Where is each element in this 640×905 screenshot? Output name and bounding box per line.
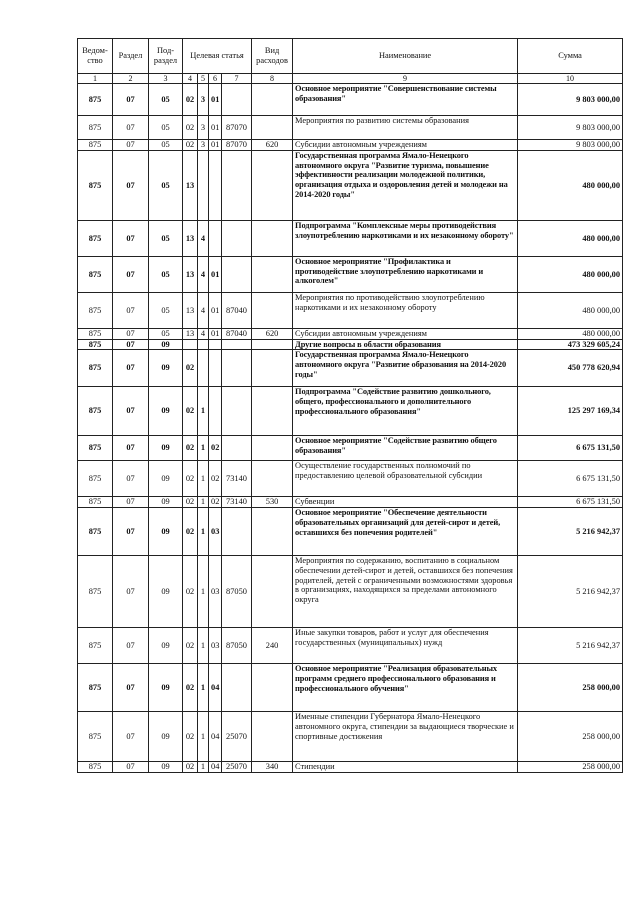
cell-razdel: 07 xyxy=(113,436,149,461)
cell-vedomstvo: 875 xyxy=(78,293,113,329)
cell-expense-type: 530 xyxy=(252,497,293,508)
cell-sum: 9 803 000,00 xyxy=(518,84,623,116)
cell-podrazdel: 09 xyxy=(149,712,183,762)
cell-program: 02 xyxy=(183,84,198,116)
cell-vedomstvo: 875 xyxy=(78,436,113,461)
table-row xyxy=(78,628,623,664)
cell-expense-type xyxy=(252,116,293,140)
cell-podrazdel: 05 xyxy=(149,151,183,221)
cell-razdel: 07 xyxy=(113,350,149,387)
cell-name: Основное мероприятие "Реализация образовательных программ среднего профессионального образования и профессионального обучения" xyxy=(293,664,518,712)
cell-vedomstvo: 875 xyxy=(78,712,113,762)
header-vedomstvo: Ведом-ство xyxy=(78,39,113,74)
cell-subprogram: 1 xyxy=(198,461,209,497)
cell-program: 13 xyxy=(183,257,198,293)
table-row xyxy=(78,387,623,436)
cell-expense-type xyxy=(252,387,293,436)
cell-subprogram xyxy=(198,151,209,221)
table-row xyxy=(78,140,623,151)
cell-podrazdel: 05 xyxy=(149,293,183,329)
cell-subprogram: 1 xyxy=(198,712,209,762)
table-row xyxy=(78,329,623,340)
cell-program: 02 xyxy=(183,762,198,773)
column-number: 3 xyxy=(149,74,183,84)
cell-program: 02 xyxy=(183,461,198,497)
cell-direction xyxy=(222,508,252,556)
cell-subprogram: 1 xyxy=(198,628,209,664)
cell-subprogram: 4 xyxy=(198,329,209,340)
cell-vedomstvo: 875 xyxy=(78,84,113,116)
cell-vedomstvo: 875 xyxy=(78,497,113,508)
cell-razdel: 07 xyxy=(113,140,149,151)
header-podrazdel: Под-раздел xyxy=(149,39,183,74)
cell-expense-type: 240 xyxy=(252,628,293,664)
cell-name: Стипендии xyxy=(293,762,518,773)
cell-program: 13 xyxy=(183,151,198,221)
cell-razdel: 07 xyxy=(113,556,149,628)
cell-podrazdel: 09 xyxy=(149,387,183,436)
cell-razdel: 07 xyxy=(113,84,149,116)
cell-direction xyxy=(222,257,252,293)
column-number: 5 xyxy=(198,74,209,84)
cell-razdel: 07 xyxy=(113,221,149,257)
cell-razdel: 07 xyxy=(113,387,149,436)
cell-subprogram: 1 xyxy=(198,387,209,436)
cell-event xyxy=(209,350,222,387)
table-row xyxy=(78,257,623,293)
cell-podrazdel: 09 xyxy=(149,350,183,387)
header-sum: Сумма xyxy=(518,39,623,74)
cell-event xyxy=(209,339,222,350)
cell-event xyxy=(209,151,222,221)
cell-subprogram: 3 xyxy=(198,116,209,140)
cell-sum: 6 675 131,50 xyxy=(518,497,623,508)
column-number-row xyxy=(78,74,623,84)
cell-name: Субвенции xyxy=(293,497,518,508)
header-target-article: Целевая статья xyxy=(183,39,252,74)
cell-sum: 5 216 942,37 xyxy=(518,508,623,556)
cell-program: 02 xyxy=(183,664,198,712)
cell-event: 03 xyxy=(209,508,222,556)
cell-program xyxy=(183,339,198,350)
cell-sum: 6 675 131,50 xyxy=(518,461,623,497)
cell-name: Основное мероприятие "Обеспечение деятельности образовательных организаций для детей-сирот и детей, оставшихся без попечения родителей" xyxy=(293,508,518,556)
cell-subprogram: 3 xyxy=(198,140,209,151)
cell-sum: 125 297 169,34 xyxy=(518,387,623,436)
table-row xyxy=(78,350,623,387)
cell-name: Основное мероприятие "Профилактика и противодействие злоупотреблению наркотиками и алкоголем" xyxy=(293,257,518,293)
cell-event: 02 xyxy=(209,436,222,461)
cell-subprogram xyxy=(198,339,209,350)
cell-expense-type xyxy=(252,508,293,556)
column-number: 6 xyxy=(209,74,222,84)
cell-podrazdel: 09 xyxy=(149,556,183,628)
cell-event: 04 xyxy=(209,664,222,712)
cell-razdel: 07 xyxy=(113,257,149,293)
header-expense-type: Вид расходов xyxy=(252,39,293,74)
cell-event: 01 xyxy=(209,116,222,140)
cell-podrazdel: 09 xyxy=(149,508,183,556)
cell-name: Осуществление государственных полномочий по предоставлению целевой образовательной субсидии xyxy=(293,461,518,497)
cell-razdel: 07 xyxy=(113,497,149,508)
cell-event: 01 xyxy=(209,329,222,340)
cell-sum: 9 803 000,00 xyxy=(518,116,623,140)
cell-expense-type xyxy=(252,221,293,257)
cell-direction xyxy=(222,221,252,257)
table-row xyxy=(78,461,623,497)
cell-sum: 480 000,00 xyxy=(518,329,623,340)
cell-name: Подпрограмма "Содействие развитию дошкольного, общего, профессионального и дополнительного профессионального образования" xyxy=(293,387,518,436)
cell-program: 02 xyxy=(183,350,198,387)
budget-table xyxy=(77,38,623,773)
cell-direction: 87040 xyxy=(222,329,252,340)
cell-expense-type xyxy=(252,664,293,712)
cell-subprogram xyxy=(198,350,209,387)
cell-name: Именные стипендии Губернатора Ямало-Ненецкого автономного округа, стипендии за выдающиеся творческие и спортивные достижения xyxy=(293,712,518,762)
cell-program: 02 xyxy=(183,387,198,436)
table-row xyxy=(78,84,623,116)
cell-event: 01 xyxy=(209,84,222,116)
cell-event: 02 xyxy=(209,461,222,497)
cell-razdel: 07 xyxy=(113,339,149,350)
cell-sum: 473 329 605,24 xyxy=(518,339,623,350)
cell-subprogram: 1 xyxy=(198,497,209,508)
cell-program: 13 xyxy=(183,329,198,340)
cell-sum: 9 803 000,00 xyxy=(518,140,623,151)
cell-event: 01 xyxy=(209,293,222,329)
cell-program: 02 xyxy=(183,436,198,461)
cell-sum: 5 216 942,37 xyxy=(518,628,623,664)
cell-podrazdel: 09 xyxy=(149,762,183,773)
header-razdel: Раздел xyxy=(113,39,149,74)
cell-vedomstvo: 875 xyxy=(78,664,113,712)
table-row xyxy=(78,436,623,461)
cell-direction: 87050 xyxy=(222,628,252,664)
table-row xyxy=(78,556,623,628)
column-number: 10 xyxy=(518,74,623,84)
cell-program: 02 xyxy=(183,140,198,151)
cell-program: 02 xyxy=(183,712,198,762)
cell-program: 02 xyxy=(183,628,198,664)
header-row xyxy=(78,39,623,74)
cell-direction: 87070 xyxy=(222,140,252,151)
cell-sum: 258 000,00 xyxy=(518,762,623,773)
cell-expense-type xyxy=(252,712,293,762)
header-name: Наименование xyxy=(293,39,518,74)
table-row xyxy=(78,116,623,140)
cell-subprogram: 1 xyxy=(198,556,209,628)
column-number: 1 xyxy=(78,74,113,84)
cell-expense-type: 620 xyxy=(252,329,293,340)
cell-direction xyxy=(222,387,252,436)
cell-podrazdel: 09 xyxy=(149,436,183,461)
cell-sum: 450 778 620,94 xyxy=(518,350,623,387)
cell-podrazdel: 05 xyxy=(149,84,183,116)
cell-event xyxy=(209,221,222,257)
cell-sum: 5 216 942,37 xyxy=(518,556,623,628)
table-row xyxy=(78,712,623,762)
table-row xyxy=(78,762,623,773)
cell-podrazdel: 09 xyxy=(149,497,183,508)
cell-razdel: 07 xyxy=(113,116,149,140)
cell-event xyxy=(209,387,222,436)
cell-podrazdel: 05 xyxy=(149,257,183,293)
cell-podrazdel: 05 xyxy=(149,329,183,340)
cell-expense-type: 620 xyxy=(252,140,293,151)
cell-podrazdel: 09 xyxy=(149,628,183,664)
cell-expense-type xyxy=(252,461,293,497)
column-number: 8 xyxy=(252,74,293,84)
cell-razdel: 07 xyxy=(113,664,149,712)
cell-expense-type xyxy=(252,350,293,387)
table-row xyxy=(78,151,623,221)
cell-subprogram: 4 xyxy=(198,257,209,293)
cell-razdel: 07 xyxy=(113,461,149,497)
column-number: 4 xyxy=(183,74,198,84)
cell-vedomstvo: 875 xyxy=(78,387,113,436)
cell-direction: 25070 xyxy=(222,762,252,773)
cell-expense-type xyxy=(252,293,293,329)
cell-expense-type xyxy=(252,436,293,461)
cell-vedomstvo: 875 xyxy=(78,116,113,140)
cell-subprogram: 1 xyxy=(198,436,209,461)
cell-name: Иные закупки товаров, работ и услуг для обеспечения государственных (муниципальных) нужд xyxy=(293,628,518,664)
cell-vedomstvo: 875 xyxy=(78,461,113,497)
cell-podrazdel: 09 xyxy=(149,461,183,497)
cell-name: Субсидии автономным учреждениям xyxy=(293,329,518,340)
cell-event: 03 xyxy=(209,556,222,628)
cell-direction: 87050 xyxy=(222,556,252,628)
cell-direction xyxy=(222,84,252,116)
cell-expense-type xyxy=(252,257,293,293)
cell-vedomstvo: 875 xyxy=(78,339,113,350)
column-number: 2 xyxy=(113,74,149,84)
cell-program: 02 xyxy=(183,556,198,628)
cell-name: Субсидии автономным учреждениям xyxy=(293,140,518,151)
cell-vedomstvo: 875 xyxy=(78,350,113,387)
column-number: 7 xyxy=(222,74,252,84)
cell-sum: 258 000,00 xyxy=(518,712,623,762)
table-row xyxy=(78,664,623,712)
cell-name: Государственная программа Ямало-Ненецкого автономного округа "Развитие образования на 2014-2020 годы" xyxy=(293,350,518,387)
cell-vedomstvo: 875 xyxy=(78,628,113,664)
cell-vedomstvo: 875 xyxy=(78,257,113,293)
cell-expense-type xyxy=(252,151,293,221)
cell-vedomstvo: 875 xyxy=(78,556,113,628)
column-number: 9 xyxy=(293,74,518,84)
cell-vedomstvo: 875 xyxy=(78,508,113,556)
cell-name: Мероприятия по противодействию злоупотреблению наркотиками и их незаконному обороту xyxy=(293,293,518,329)
cell-direction: 73140 xyxy=(222,497,252,508)
cell-vedomstvo: 875 xyxy=(78,140,113,151)
cell-name: Другие вопросы в области образования xyxy=(293,339,518,350)
cell-sum: 6 675 131,50 xyxy=(518,436,623,461)
cell-direction xyxy=(222,339,252,350)
cell-direction xyxy=(222,350,252,387)
cell-event: 01 xyxy=(209,257,222,293)
table-row xyxy=(78,497,623,508)
cell-razdel: 07 xyxy=(113,508,149,556)
table-row xyxy=(78,339,623,350)
cell-sum: 480 000,00 xyxy=(518,257,623,293)
cell-subprogram: 4 xyxy=(198,293,209,329)
cell-sum: 258 000,00 xyxy=(518,664,623,712)
cell-vedomstvo: 875 xyxy=(78,762,113,773)
table-row xyxy=(78,508,623,556)
cell-razdel: 07 xyxy=(113,628,149,664)
cell-razdel: 07 xyxy=(113,712,149,762)
cell-name: Мероприятия по развитию системы образования xyxy=(293,116,518,140)
cell-direction xyxy=(222,664,252,712)
cell-podrazdel: 09 xyxy=(149,339,183,350)
cell-vedomstvo: 875 xyxy=(78,221,113,257)
cell-direction: 73140 xyxy=(222,461,252,497)
cell-program: 02 xyxy=(183,497,198,508)
cell-event: 04 xyxy=(209,712,222,762)
cell-subprogram: 1 xyxy=(198,664,209,712)
table-row xyxy=(78,221,623,257)
cell-direction: 25070 xyxy=(222,712,252,762)
cell-expense-type xyxy=(252,84,293,116)
cell-program: 02 xyxy=(183,116,198,140)
cell-sum: 480 000,00 xyxy=(518,221,623,257)
cell-razdel: 07 xyxy=(113,762,149,773)
cell-program: 13 xyxy=(183,293,198,329)
cell-podrazdel: 05 xyxy=(149,116,183,140)
cell-name: Мероприятия по содержанию, воспитанию в социальном обеспечении детей-сирот и детей, оставшихся без попечения родителей, детей с ограниченными возможностями здоровья в организациях, находящихся за пределами автономного округа xyxy=(293,556,518,628)
cell-razdel: 07 xyxy=(113,151,149,221)
cell-name: Основное мероприятие "Совершенствование системы образования" xyxy=(293,84,518,116)
table-row xyxy=(78,293,623,329)
cell-vedomstvo: 875 xyxy=(78,329,113,340)
cell-expense-type xyxy=(252,339,293,350)
cell-sum: 480 000,00 xyxy=(518,151,623,221)
cell-expense-type: 340 xyxy=(252,762,293,773)
cell-event: 04 xyxy=(209,762,222,773)
cell-expense-type xyxy=(252,556,293,628)
cell-direction: 87070 xyxy=(222,116,252,140)
cell-name: Подпрограмма "Комплексные меры противодействия злоупотреблению наркотиками и их незаконному обороту" xyxy=(293,221,518,257)
cell-razdel: 07 xyxy=(113,329,149,340)
cell-sum: 480 000,00 xyxy=(518,293,623,329)
cell-program: 02 xyxy=(183,508,198,556)
cell-podrazdel: 05 xyxy=(149,221,183,257)
cell-event: 02 xyxy=(209,497,222,508)
cell-direction: 87040 xyxy=(222,293,252,329)
cell-event: 03 xyxy=(209,628,222,664)
cell-direction xyxy=(222,151,252,221)
cell-direction xyxy=(222,436,252,461)
cell-event: 01 xyxy=(209,140,222,151)
cell-razdel: 07 xyxy=(113,293,149,329)
table-body xyxy=(78,84,623,773)
cell-subprogram: 3 xyxy=(198,84,209,116)
cell-name: Государственная программа Ямало-Ненецкого автономного округа "Развитие туризма, повышение эффективности реализации молодежной политики, организация отдыха и оздоровления детей и молодежи на 2014-2020 годы" xyxy=(293,151,518,221)
cell-subprogram: 4 xyxy=(198,221,209,257)
cell-subprogram: 1 xyxy=(198,762,209,773)
cell-program: 13 xyxy=(183,221,198,257)
cell-subprogram: 1 xyxy=(198,508,209,556)
cell-vedomstvo: 875 xyxy=(78,151,113,221)
cell-podrazdel: 05 xyxy=(149,140,183,151)
cell-name: Основное мероприятие "Содействие развитию общего образования" xyxy=(293,436,518,461)
cell-podrazdel: 09 xyxy=(149,664,183,712)
